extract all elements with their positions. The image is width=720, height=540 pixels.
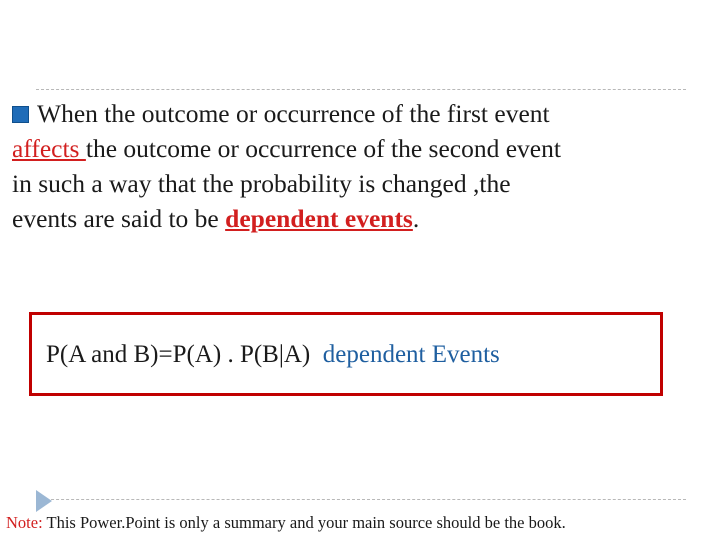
paragraph-line-1 bbox=[12, 96, 712, 131]
square-bullet-icon bbox=[12, 106, 29, 123]
bottom-divider bbox=[36, 499, 686, 500]
line-2-text: the outcome or occurrence of the second event bbox=[85, 134, 561, 163]
footnote bbox=[6, 513, 566, 533]
formula-line bbox=[46, 340, 500, 370]
note-text: This Power.Point is only a summary and your main source should be the book. bbox=[42, 513, 566, 532]
note-label: Note: bbox=[6, 513, 43, 532]
paragraph-line-2 bbox=[12, 131, 712, 166]
definition-paragraph bbox=[12, 96, 712, 236]
line-1-text: When the outcome or occurrence of the first event bbox=[37, 99, 550, 128]
formula-expression: P(A and B)=P(A) . P(B|A) bbox=[46, 341, 311, 368]
top-divider bbox=[36, 89, 686, 90]
line-4-period: . bbox=[412, 204, 420, 233]
formula-box bbox=[29, 312, 663, 396]
paragraph-line-4 bbox=[12, 201, 712, 236]
formula-label: dependent Events bbox=[322, 341, 500, 368]
play-triangle-icon bbox=[36, 490, 52, 512]
paragraph-line-3: in such a way that the probability is changed ,the bbox=[12, 169, 511, 198]
affects-highlight: affects bbox=[12, 134, 86, 163]
dependent-events-term: dependent events bbox=[225, 204, 413, 233]
line-4-text: events are said to be bbox=[12, 204, 226, 233]
